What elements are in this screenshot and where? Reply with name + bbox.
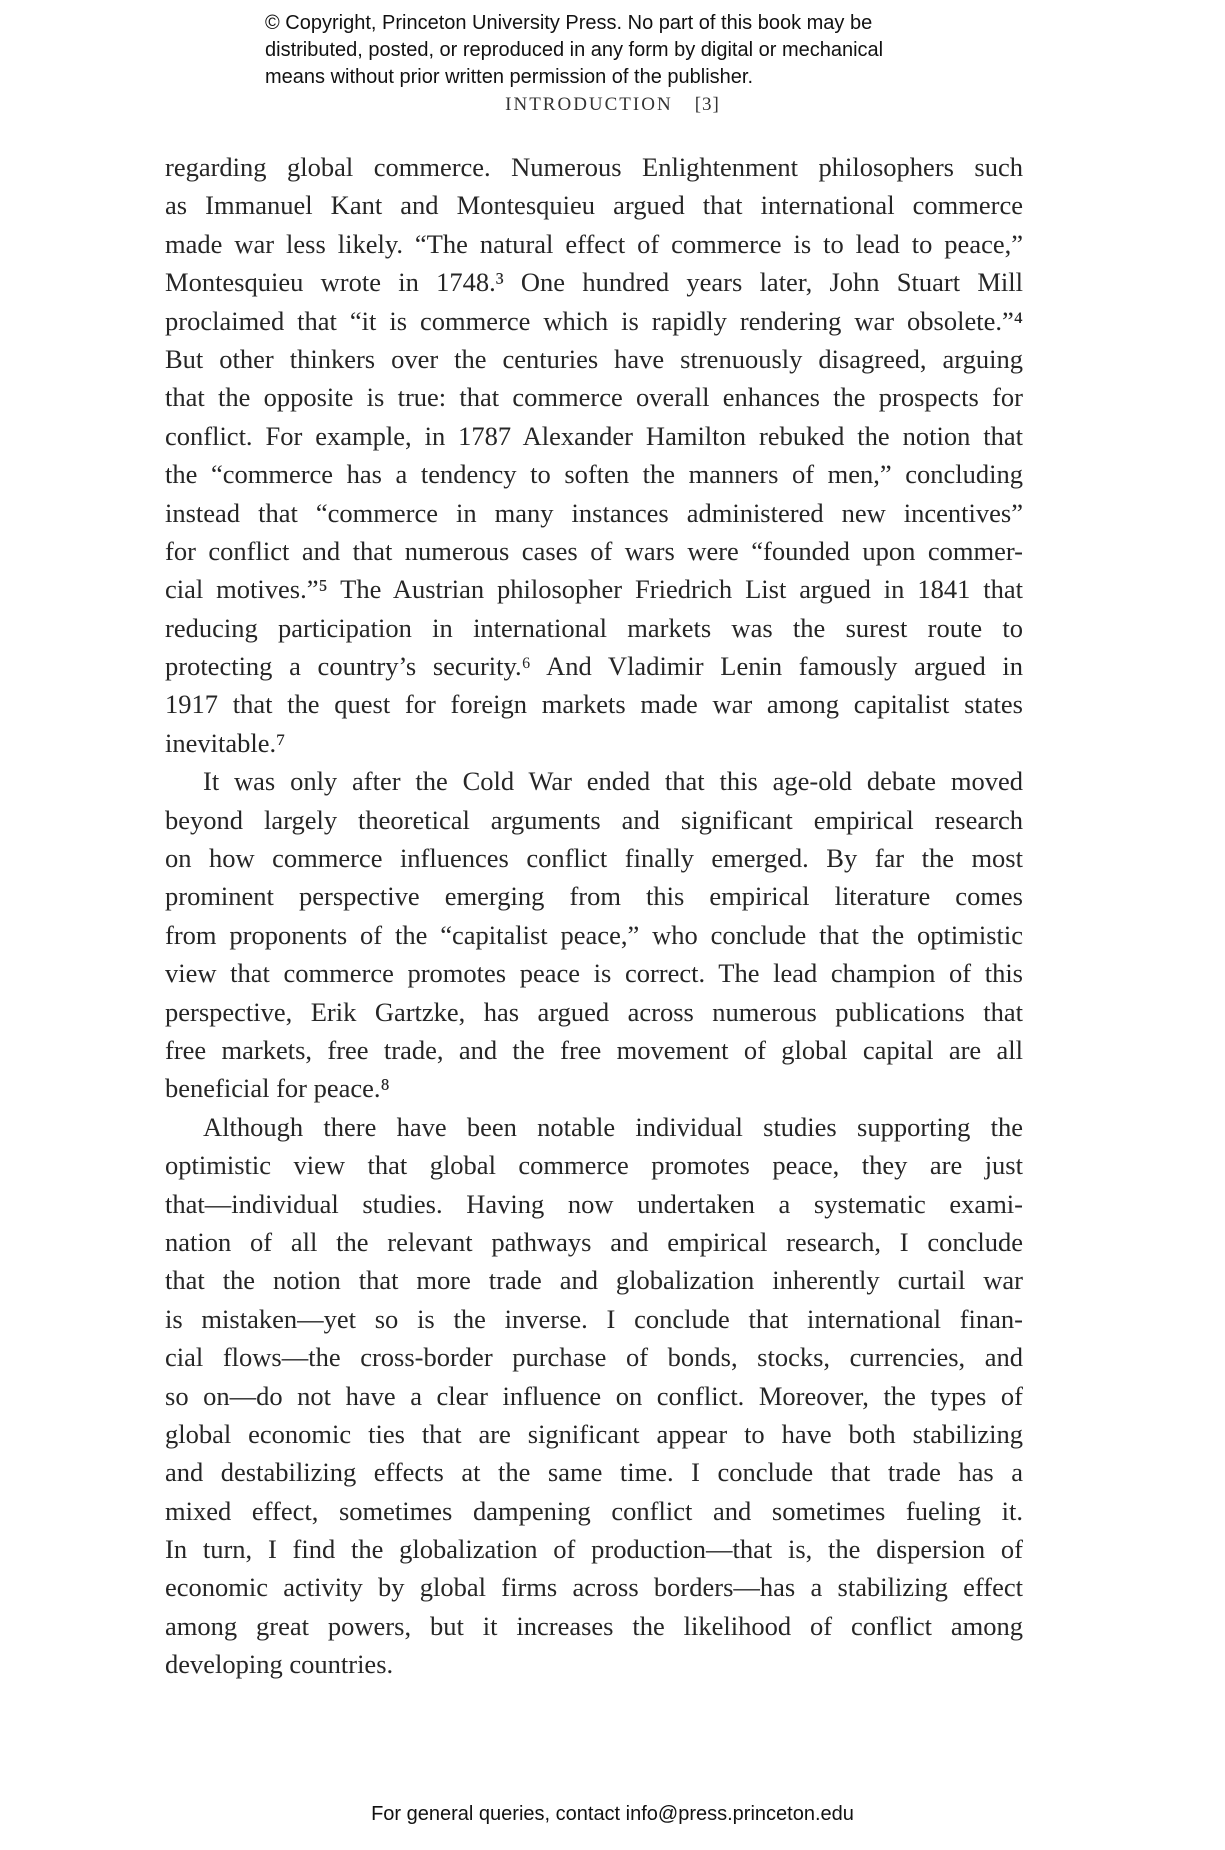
text-line: optimistic view that global commerce promotes peace, they are just [165,1150,1023,1181]
text-line: that—individual studies. Having now undertaken a systematic exami- [165,1188,1023,1219]
footer-contact: For general queries, contact info@press.princeton.edu [371,1803,854,1825]
text-line: Montesquieu wrote in 1748.³ One hundred years later, John Stuart Mill [165,267,1023,298]
text-line: among great powers, but it increases the likelihood of conflict among [165,1610,1023,1641]
text-line: and destabilizing effects at the same time. I conclude that trade has a [165,1457,1023,1488]
text-line: from proponents of the “capitalist peace,” who conclude that the optimistic [165,919,1023,950]
text-line: view that commerce promotes peace is correct. The lead champion of this [165,958,1023,989]
text-line: for conflict and that numerous cases of wars were “founded upon commer- [165,535,1023,566]
text-line: so on—do not have a clear influence on conflict. Moreover, the types of [165,1380,1023,1411]
copyright-line: distributed, posted, or reproduced in any form by digital or mechanical [265,39,884,61]
text-line: the “commerce has a tendency to soften the manners of men,” concluding [165,459,1023,490]
text-line: Although there have been notable individual studies supporting the [203,1111,1023,1142]
page-number: [3] [694,94,720,115]
text-line: as Immanuel Kant and Montesquieu argued that international commerce [165,190,1023,221]
text-line: inevitable.⁷ [165,727,286,758]
text-line: developing countries. [165,1649,394,1680]
text-line: In turn, I find the globalization of production—that is, the dispersion of [165,1534,1023,1565]
body-text [165,148,1023,1684]
copyright-line: means without prior written permission of the publisher. [265,66,754,88]
text-line: that the notion that more trade and globalization inherently curtail war [165,1265,1023,1296]
text-line: on how commerce influences conflict finally emerged. By far the most [165,843,1023,874]
text-line: conflict. For example, in 1787 Alexander Hamilton rebuked the notion that [165,420,1023,451]
paragraph [165,762,1023,1108]
text-line: 1917 that the quest for foreign markets made war among capitalist states [165,689,1023,720]
text-line: that the opposite is true: that commerce overall enhances the prospects for [165,382,1023,413]
text-line: protecting a country’s security.⁶ And Vladimir Lenin famously argued in [165,651,1023,682]
text-line: mixed effect, sometimes dampening conflict and sometimes fueling it. [165,1495,1023,1526]
text-line: nation of all the relevant pathways and empirical research, I conclude [165,1226,1023,1257]
text-line: made war less likely. “The natural effect of commerce is to lead to peace,” [165,228,1023,259]
text-line: proclaimed that “it is commerce which is rapidly rendering war obsolete.”⁴ [165,305,1023,336]
text-line: cial flows—the cross-border purchase of bonds, stocks, currencies, and [165,1342,1023,1373]
copyright-notice [265,10,985,91]
text-line: economic activity by global firms across borders—has a stabilizing effect [165,1572,1023,1603]
running-head [0,94,1225,116]
text-line: is mistaken—yet so is the inverse. I conclude that international finan- [165,1303,1023,1334]
text-line: instead that “commerce in many instances administered new incentives” [165,497,1023,528]
text-line: perspective, Erik Gartzke, has argued across numerous publications that [165,996,1023,1027]
text-line: But other thinkers over the centuries have strenuously disagreed, arguing [165,343,1023,374]
text-line: beyond largely theoretical arguments and significant empirical research [165,804,1023,835]
text-line: regarding global commerce. Numerous Enlightenment philosophers such [165,152,1023,182]
text-line: free markets, free trade, and the free movement of global capital are all [165,1034,1023,1065]
paragraph [165,1108,1023,1684]
text-line: reducing participation in international markets was the surest route to [165,612,1023,643]
text-line: cial motives.”⁵ The Austrian philosopher Friedrich List argued in 1841 that [165,574,1023,605]
paragraph [165,148,1023,762]
text-line: global economic ties that are significant appear to have both stabilizing [165,1418,1023,1449]
copyright-line: © Copyright, Princeton University Press. No part of this book may be [265,12,873,34]
text-line: It was only after the Cold War ended that this age-old debate moved [203,766,1023,797]
text-line: prominent perspective emerging from this empirical literature comes [165,881,1023,912]
text-line: beneficial for peace.⁸ [165,1073,390,1104]
section-title: INTRODUCTION [505,94,673,115]
